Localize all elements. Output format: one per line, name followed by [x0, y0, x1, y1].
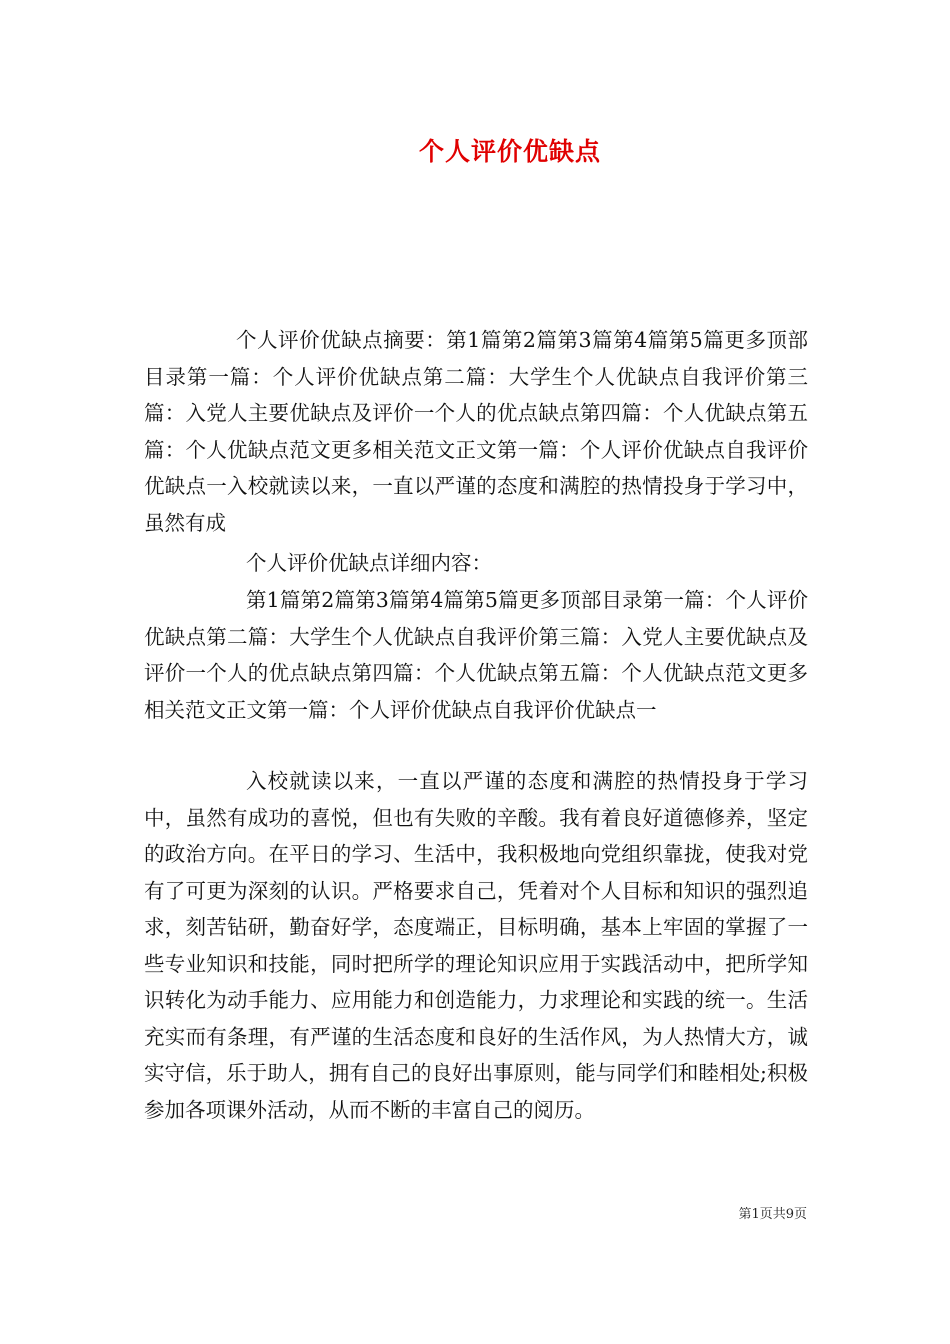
document-title: 个人评价优缺点	[418, 137, 601, 166]
summary-paragraph	[144, 322, 808, 541]
toc-text: 第1篇第2篇第3篇第4篇第5篇更多顶部目录第一篇：个人评价优缺点第二篇：大学生个人优缺点自我评价第三篇：入党人主要优缺点及评价一个人的优点缺点第四篇：个人优缺点第五篇：个人优缺点范文更多相关范文正文第一篇：个人评价优缺点自我评价优缺点一	[144, 588, 808, 722]
page-number: 第1页共9页	[738, 1207, 807, 1222]
detail-heading: 个人评价优缺点详细内容：	[246, 551, 492, 575]
summary-text: 个人评价优缺点摘要：第1篇第2篇第3篇第4篇第5篇更多顶部目录第一篇：个人评价优缺点第二篇：大学生个人优缺点自我评价第三篇：入党人主要优缺点及评价一个人的优点缺点第四篇：个人优缺点第五篇：个人优缺点范文更多相关范文正文第一篇：个人评价优缺点自我评价优缺点一入校就读以来，一直以严谨的态度和满腔的热情投身于学习中，虽然有成	[144, 328, 808, 535]
content-paragraph	[144, 763, 808, 1128]
toc-paragraph	[144, 582, 808, 728]
content-text: 入校就读以来，一直以严谨的态度和满腔的热情投身于学习中，虽然有成功的喜悦，但也有失败的辛酸。我有着良好道德修养，坚定的政治方向。在平日的学习、生活中，我积极地向党组织靠拢，使我对党有了可更为深刻的认识。严格要求自己，凭着对个人目标和知识的强烈追求，刻苦钻研，勤奋好学，态度端正，目标明确，基本上牢固的掌握了一些专业知识和技能，同时把所学的理论知识应用于实践活动中，把所学知识转化为动手能力、应用能力和创造能力，力求理论和实践的统一。生活充实而有条理，有严谨的生活态度和良好的生活作风，为人热情大方，诚实守信，乐于助人，拥有自己的良好出事原则，能与同学们和睦相处;积极参加各项课外活动，从而不断的丰富自己的阅历。	[144, 769, 808, 1122]
